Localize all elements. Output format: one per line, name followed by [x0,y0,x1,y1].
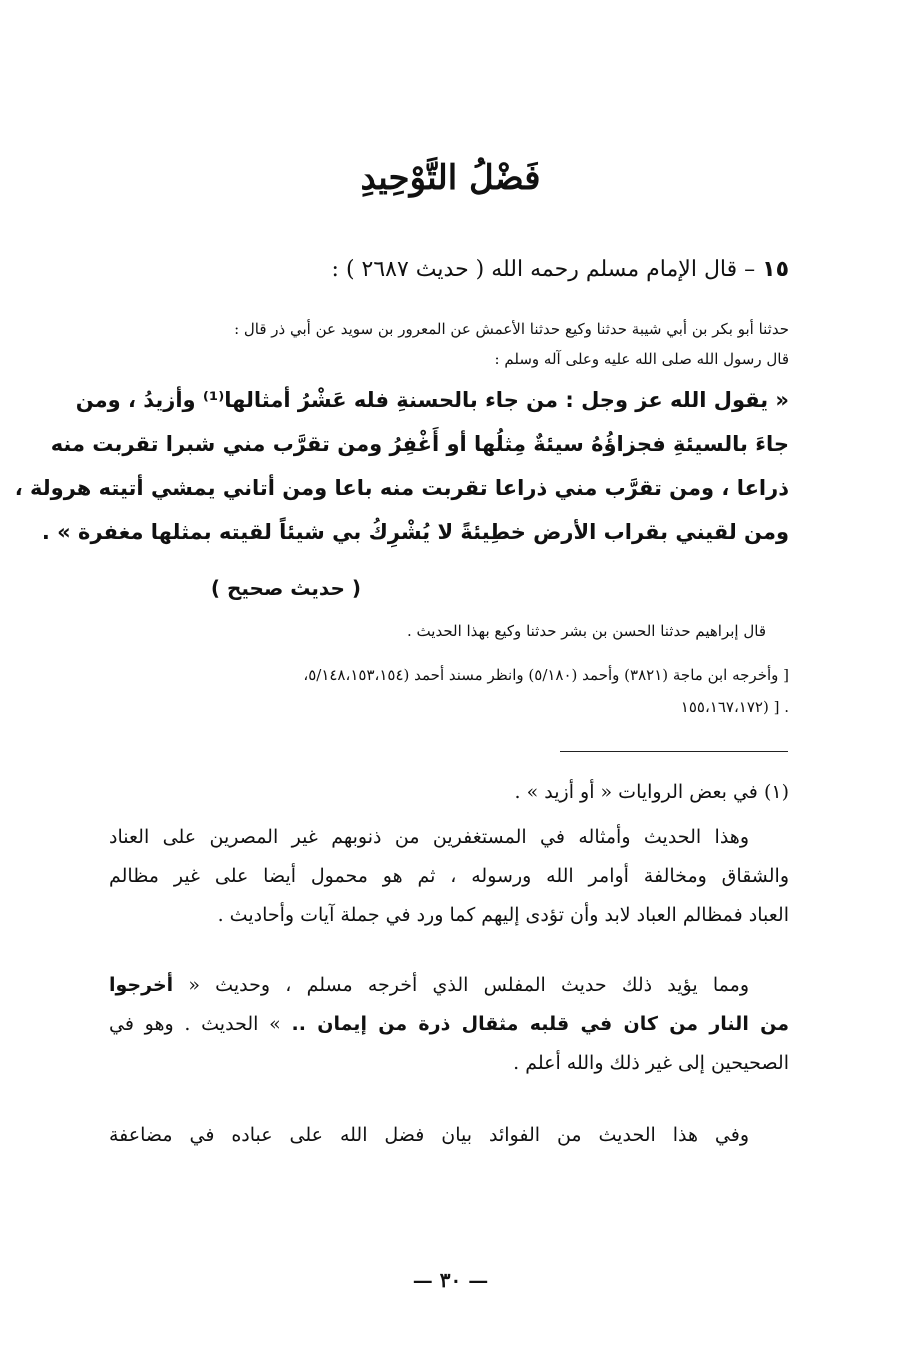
takhrij-note: [ وأخرجه ابن ماجة (٣٨٢١) وأحمد (٥/١٨٠) وانظر مسند أحمد (٥/١٤٨،١٥٣،١٥٤، [303,666,789,684]
page-number: — ٣٠ — [412,1268,489,1292]
footnote-heading [109,774,789,810]
footnote-paragraph [109,966,789,1083]
footnote-line [109,966,789,1005]
isnad-line: قال رسول الله صلى الله عليه وعلى آله وسلم : [494,350,789,368]
footnote-line: العباد فمظالم العباد لابد وأن تؤدى إليهم كما ورد في جملة آيات وأحاديث . [217,904,789,926]
page-title: فَضْلُ التَّوْحِيدِ [360,158,541,198]
narration-note: قال إبراهيم حدثنا الحسن بن بشر حدثنا وكيع بهذا الحديث . [407,622,766,640]
footnote-text-normal: » الحديث . وهو في [109,1013,292,1035]
footnote-line: الصحيحين إلى غير ذلك والله أعلم . [513,1052,789,1074]
hadith-line: ومن لقيني بقراب الأرض خطِيئةً لا يُشْرِكُ بي شيئاً لقيته بمثلها مغفرة » . [41,520,789,544]
footnote-line: والشقاق ومخالفة أوامر الله ورسوله ، ثم هو محمول أيضا على غير مظالم [109,865,789,887]
footnote-line: وفي هذا الحديث من الفوائد بيان فضل الله على عباده في مضاعفة [109,1124,749,1146]
footnote-paragraph [109,1116,789,1155]
footnote-text-normal: ومما يؤيد ذلك حديث المفلس الذي أخرجه مسلم ، وحديث « [173,974,749,996]
hadith-line: « يقول الله عز وجل : من جاء بالحسنةِ فله عَشْرُ أمثالها⁽¹⁾ وأزيدُ ، ومن [75,388,789,412]
hadith-text [14,378,789,554]
footnote-paragraph [109,818,789,935]
footnote-text: في بعض الروايات « أو أزيد » . [514,781,758,803]
footnote-line: وهذا الحديث وأمثاله في المستغفرين من ذنوبهم غير المصرين على العناد [109,826,749,848]
hadith-line: جاءَ بالسيئةِ فجزاؤُهُ سيئةٌ مِثلُها أو أَغْفِرُ ومن تقرَّب مني شبرا تقربت منه [50,432,789,456]
takhrij-note-continued: ١٥٥،١٦٧،١٧٢) ] . [680,698,789,716]
footnote-text-bold: أخرجوا [109,974,174,996]
hadith-heading-text: – قال الإمام مسلم رحمه الله ( حديث ٢٦٨٧ ) : [331,257,756,282]
footnote-text-bold: من النار من كان في قلبه مثقال ذرة من إيمان .. [291,1013,789,1035]
hadith-grade: ( حديث صحيح ) [210,576,361,600]
footnote-line [109,1005,789,1044]
isnad-line: حدثنا أبو بكر بن أبي شيبة حدثنا وكيع حدثنا الأعمش عن المعرور بن سويد عن أبي ذر قال : [234,320,789,338]
footnote-marker: (١) [763,781,789,803]
hadith-line: ذراعا ، ومن تقرَّب مني ذراعا تقربت منه باعا ومن أتاني يمشي أتيته هرولة ، [14,476,789,500]
footnote-separator [560,751,788,752]
hadith-number: ١٥ [762,257,789,282]
isnad-chain [109,314,789,374]
hadith-heading [109,248,789,292]
